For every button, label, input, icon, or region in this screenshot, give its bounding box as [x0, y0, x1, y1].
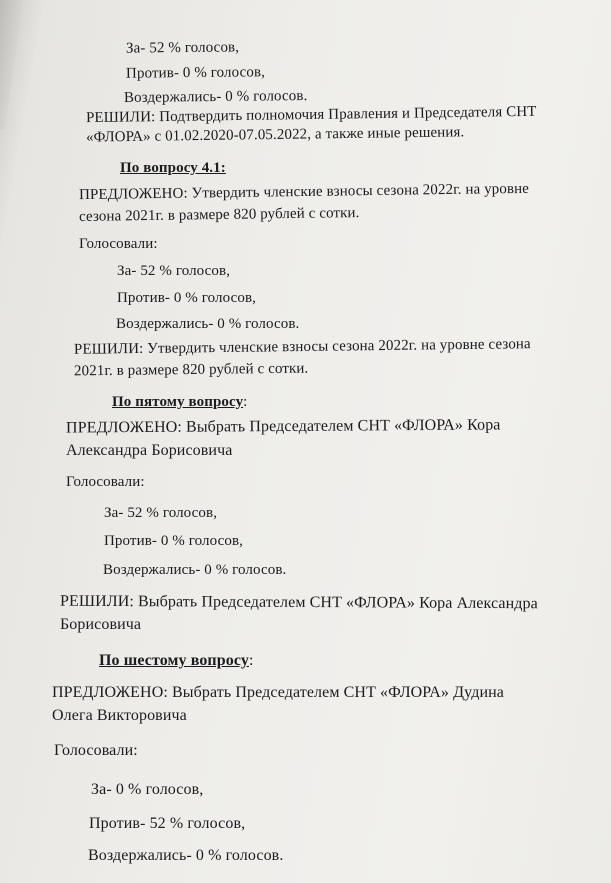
- vote-abstain: Воздержались- 0 % голосов.: [88, 847, 284, 864]
- decision-text: 2021г. в размере 820 рублей с сотки.: [73, 360, 309, 380]
- section-heading: [99, 652, 253, 669]
- vote-against: Против- 0 % голосов,: [117, 290, 256, 306]
- voted-label: Голосовали:: [66, 474, 145, 490]
- vote-against: Против- 0 % голосов,: [125, 64, 266, 82]
- decision-text: Борисовича: [60, 616, 142, 633]
- section-heading-text: По пятому вопросу: [112, 394, 244, 410]
- proposal-text: ПРЕДЛОЖЕНО: Выбрать Председателем СНТ «ФЛОРА» Кора: [65, 416, 501, 437]
- vote-for: За- 52 % голосов,: [125, 39, 240, 57]
- vote-abstain: Воздержались- 0 % голосов.: [103, 562, 287, 578]
- vote-against: Против- 52 % голосов,: [89, 815, 246, 832]
- proposal-text: Александра Борисовича: [66, 442, 233, 459]
- section-heading-colon: :: [243, 394, 248, 410]
- proposal-text: ПРЕДЛОЖЕНО: Утвердить членские взносы сезона 2022г. на уровне: [78, 180, 530, 204]
- section-heading: [112, 394, 247, 411]
- section-heading-colon: :: [248, 652, 254, 669]
- decision-text: «ФЛОРА» с 01.02.2020-07.05.2022, а также иные решения.: [85, 124, 465, 146]
- section-heading: [120, 160, 226, 177]
- section-heading-text: По шестому вопросу: [99, 652, 249, 669]
- vote-for: За- 0 % голосов,: [91, 781, 204, 798]
- vote-for: За- 52 % голосов,: [117, 263, 231, 279]
- voted-label: Голосовали:: [54, 742, 138, 759]
- decision-text: РЕШИЛИ: Выбрать Председателем СНТ «ФЛОРА» Кора Александра: [59, 592, 538, 613]
- proposal-text: ПРЕДЛОЖЕНО: Выбрать Председателем СНТ «ФЛОРА» Дудина: [52, 684, 504, 701]
- voted-label: Голосовали:: [79, 236, 158, 252]
- proposal-text: сезона 2021г. в размере 820 рублей с сотки.: [78, 205, 360, 225]
- vote-abstain: Воздержались- 0 % голосов.: [123, 88, 308, 106]
- decision-text: РЕШИЛИ: Утвердить членские взносы сезона 2022г. на уровне сезона: [73, 336, 531, 358]
- proposal-text: Олега Викторовича: [52, 707, 187, 724]
- decision-text: РЕШИЛИ: Подтвердить полномочия Правления и Председателя СНТ: [85, 103, 537, 127]
- vote-for: За- 52 % голосов,: [104, 505, 218, 521]
- page-fold-shadow: [0, 0, 23, 130]
- vote-abstain: Воздержались- 0 % голосов.: [116, 316, 300, 332]
- vote-against: Против- 0 % голосов,: [104, 533, 243, 549]
- section-heading-text: По вопросу 4.1:: [120, 160, 226, 176]
